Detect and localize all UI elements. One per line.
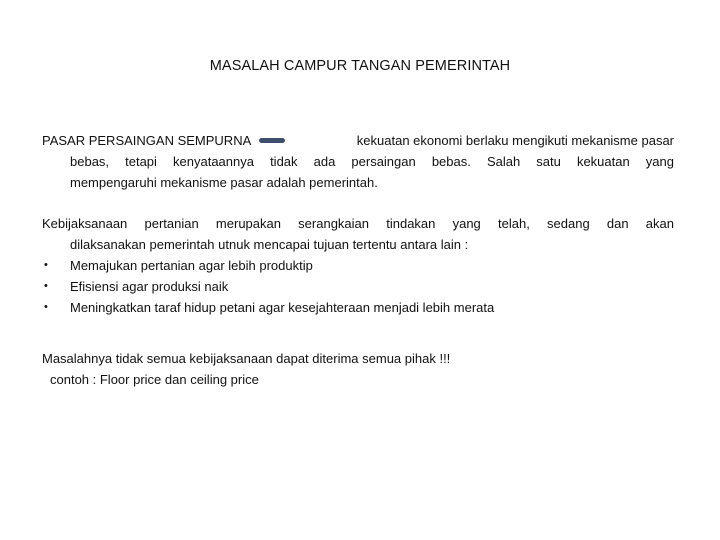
paragraph-market-line-1 bbox=[42, 130, 674, 151]
paragraph-policy-line-2: dilaksanakan pemerintah utnuk mencapai tujuan tertentu antara lain : bbox=[70, 237, 469, 252]
paragraph-market bbox=[42, 130, 674, 193]
paragraph-market-line-3: mempengaruhi mekanisme pasar adalah pemerintah. bbox=[70, 175, 378, 190]
paragraph-market-line-2: bebas, tetapi kenyataannya tidak ada persaingan bebas. Salah satu kekuatan yang bbox=[70, 154, 674, 169]
list-item-text: Efisiensi agar produksi naik bbox=[70, 279, 229, 294]
bullet-icon: • bbox=[44, 280, 48, 292]
paragraph-market-line-1-rest: kekuatan ekonomi berlaku mengikuti mekanisme pasar bbox=[356, 133, 674, 148]
list-item bbox=[42, 276, 674, 297]
paragraph-policy bbox=[42, 213, 674, 318]
list-item-text: Memajukan pertanian agar lebih produktip bbox=[70, 258, 313, 273]
term-label: PASAR PERSAINGAN SEMPURNA bbox=[42, 133, 252, 148]
arrow-right-icon bbox=[259, 138, 285, 143]
list-item bbox=[42, 255, 674, 276]
paragraph-policy-line-1: Kebijaksanaan pertanian merupakan serangkaian tindakan yang telah, sedang dan akan bbox=[42, 216, 674, 231]
list-item-text: Meningkatkan taraf hidup petani agar kesejahteraan menjadi lebih merata bbox=[70, 300, 495, 315]
term-group bbox=[42, 130, 285, 151]
bullet-icon: • bbox=[44, 259, 48, 271]
bullet-icon: • bbox=[44, 301, 48, 313]
list-item bbox=[42, 297, 674, 318]
paragraph-problem-line-2: contoh : Floor price dan ceiling price bbox=[50, 372, 259, 387]
slide-title: MASALAH CAMPUR TANGAN PEMERINTAH bbox=[209, 58, 511, 74]
paragraph-problem-line-1: Masalahnya tidak semua kebijaksanaan dapat diterima semua pihak !!! bbox=[42, 351, 451, 366]
paragraph-problem bbox=[42, 348, 674, 390]
policy-goals-list bbox=[42, 255, 674, 318]
